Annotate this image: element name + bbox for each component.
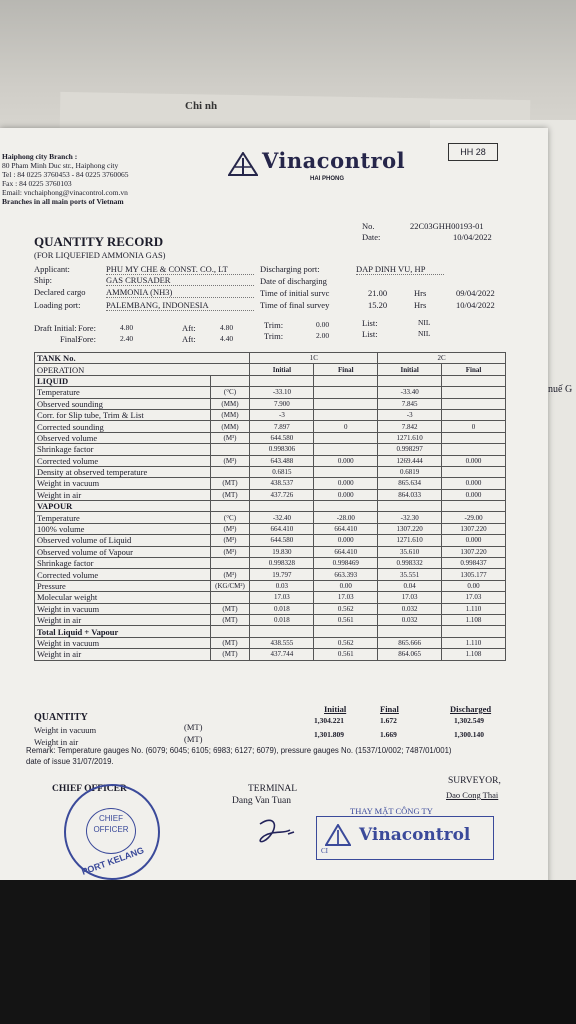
row-value: 7.842: [378, 421, 442, 432]
col-2c-initial: Initial: [378, 364, 442, 375]
tank-no-label: TANK No.: [35, 353, 250, 364]
row-value: 0.6815: [250, 466, 314, 477]
row-value: 7.845: [378, 398, 442, 409]
row-value: -3: [250, 409, 314, 420]
qty-air-final: 1.669: [380, 730, 397, 739]
row-value: 0.561: [314, 614, 378, 625]
row-value: 0.000: [442, 489, 506, 500]
row-value: 0.998328: [250, 558, 314, 569]
row-value: 1.110: [442, 637, 506, 648]
row-value: 1269.444: [378, 455, 442, 466]
row-value: 664.410: [314, 546, 378, 557]
draft-final-list-label: List:: [362, 329, 378, 339]
ship-stamp-center: CHIEF OFFICER: [86, 808, 136, 854]
row-value: -29.00: [442, 512, 506, 523]
row-label: Weight in air: [35, 649, 211, 660]
row-unit: [210, 558, 250, 569]
stamp-title: THAY MẶT CÔNG TY: [350, 806, 433, 816]
row-unit: [210, 466, 250, 477]
surveyor-label: SURVEYOR,: [448, 776, 501, 786]
row-unit: (M³): [210, 432, 250, 443]
row-value: 1.110: [442, 603, 506, 614]
row-unit: (MM): [210, 409, 250, 420]
row-value: [442, 375, 506, 386]
row-value: [250, 626, 314, 637]
form-code: HH 28: [448, 143, 498, 161]
vinacontrol-stamp: [316, 816, 494, 860]
row-value: 0.561: [314, 649, 378, 660]
date-discharging-label: Date of discharging: [260, 276, 327, 286]
row-value: [314, 626, 378, 637]
row-label: Temperature: [35, 387, 211, 398]
draft-final-list: NIL: [418, 329, 431, 338]
quantity-final-label: Final: [380, 704, 399, 714]
col-2c-final: Final: [442, 364, 506, 375]
row-value: 0.000: [442, 478, 506, 489]
row-value: [314, 444, 378, 455]
row-label: Corrected volume: [35, 569, 211, 580]
draft-final-trim-label: Trim:: [264, 331, 284, 341]
time-initial-date: 09/04/2022: [456, 288, 495, 298]
tank-2c: 2C: [378, 353, 506, 364]
row-value: 1307.220: [442, 523, 506, 534]
row-value: 437.726: [250, 489, 314, 500]
row-label: Pressure: [35, 580, 211, 591]
loading-port-label: Loading port:: [34, 300, 81, 310]
draft-initial-label: Draft Initial:: [34, 323, 77, 333]
row-label: Observed volume of Liquid: [35, 535, 211, 546]
quantity-initial-label: Initial: [324, 704, 347, 714]
table-row: [35, 603, 506, 614]
row-value: 0.00: [314, 580, 378, 591]
terminal-label: TERMINAL: [248, 784, 298, 794]
row-unit: (MT): [210, 603, 250, 614]
row-unit: (M³): [210, 569, 250, 580]
qty-vacuum-discharged: 1,302.549: [454, 716, 484, 725]
row-value: [442, 432, 506, 443]
row-value: [442, 501, 506, 512]
qty-air-discharged: 1,300.140: [454, 730, 484, 739]
row-value: [378, 501, 442, 512]
table-row: [35, 455, 506, 466]
applicant-label: Applicant:: [34, 264, 70, 274]
ship-stamp: [64, 784, 160, 880]
cargo-label: Declared cargo: [34, 287, 86, 297]
branch-branches: Branches in all main ports of Vietnam: [2, 197, 124, 206]
table-row: [35, 512, 506, 523]
table-row: [35, 375, 506, 386]
row-label: Molecular weight: [35, 592, 211, 603]
row-value: 35.610: [378, 546, 442, 557]
row-unit: (KG/CM²): [210, 580, 250, 591]
row-unit: (MT): [210, 478, 250, 489]
table-row: [35, 432, 506, 443]
draft-initial-trim-label: Trim:: [264, 320, 284, 330]
doc-date-label: Date:: [362, 232, 381, 242]
table-row: [35, 478, 506, 489]
draft-final-fore-label: Fore:: [78, 334, 96, 344]
row-value: 865.666: [378, 637, 442, 648]
row-unit: (M³): [210, 546, 250, 557]
table-row: [35, 626, 506, 637]
row-unit: [210, 501, 250, 512]
document-subtitle: (FOR LIQUEFIED AMMONIA GAS): [34, 250, 166, 260]
applicant-value: PHU MY CHE & CONST. CO., LT: [106, 264, 254, 275]
row-value: 0.000: [314, 455, 378, 466]
table-row: [35, 523, 506, 534]
doc-no-label: No.: [362, 221, 375, 231]
draft-initial-fore: 4.80: [120, 323, 134, 332]
remark-date: date of issue 31/07/2019.: [26, 757, 114, 766]
dark-corner: [430, 880, 576, 1024]
logo-subtext: HAI PHONG: [310, 176, 345, 182]
row-value: 643.488: [250, 455, 314, 466]
row-value: 0.018: [250, 614, 314, 625]
quantity-table: [34, 352, 506, 661]
row-value: 1.108: [442, 649, 506, 660]
branch-address: 80 Pham Minh Duc str., Haiphong city: [2, 161, 119, 170]
terminal-signature: [254, 812, 304, 848]
row-value: 1307.220: [442, 546, 506, 557]
row-value: 35.551: [378, 569, 442, 580]
doc-no: 22C03GHH00193-01: [410, 221, 484, 231]
row-value: [442, 409, 506, 420]
qty-air-label: Weight in air: [34, 737, 79, 747]
ship-label: Ship:: [34, 275, 52, 285]
doc-date: 10/04/2022: [453, 232, 492, 242]
row-value: 1271.610: [378, 535, 442, 546]
row-unit: (°C): [210, 387, 250, 398]
quantity-discharged-label: Discharged: [450, 704, 492, 714]
row-value: 17.03: [250, 592, 314, 603]
row-value: [314, 387, 378, 398]
row-unit: [210, 444, 250, 455]
row-value: 17.03: [442, 592, 506, 603]
qty-air-unit: (MT): [184, 734, 203, 744]
row-unit: (MM): [210, 398, 250, 409]
row-value: 438.537: [250, 478, 314, 489]
row-value: 0.998437: [442, 558, 506, 569]
row-value: 864.033: [378, 489, 442, 500]
row-unit: (MT): [210, 649, 250, 660]
row-value: 1271.610: [378, 432, 442, 443]
row-value: [442, 387, 506, 398]
draft-initial-trim: 0.00: [316, 320, 330, 329]
row-value: [314, 432, 378, 443]
row-value: [314, 398, 378, 409]
table-header-operation: [35, 364, 506, 375]
table-row: [35, 569, 506, 580]
table-row: [35, 387, 506, 398]
draft-final-aft: 4.40: [220, 334, 234, 343]
draft-final-label: Final:: [60, 334, 80, 344]
row-value: 0.032: [378, 603, 442, 614]
row-value: 865.634: [378, 478, 442, 489]
draft-initial-list-label: List:: [362, 318, 378, 328]
time-initial-label: Time of initial survc: [260, 288, 330, 298]
qty-air-initial: 1,301.809: [314, 730, 344, 739]
row-label: LIQUID: [35, 375, 211, 386]
row-value: 1.108: [442, 614, 506, 625]
row-value: 0: [314, 421, 378, 432]
ship-stamp-ring-text: PORT KELANG: [80, 845, 146, 877]
row-unit: [210, 592, 250, 603]
row-value: 1305.177: [442, 569, 506, 580]
time-final-unit: Hrs: [414, 300, 427, 310]
discharging-port-label: Discharging port:: [260, 264, 320, 274]
row-label: Observed sounding: [35, 398, 211, 409]
row-value: 0.562: [314, 637, 378, 648]
stamp-logo-text: Vinacontrol: [359, 825, 471, 845]
qty-vacuum-label: Weight in vacuum: [34, 725, 97, 735]
table-row: [35, 649, 506, 660]
table-row: [35, 489, 506, 500]
branch-email: Email: vnchaiphong@vinacontrol.com.vn: [2, 188, 128, 197]
row-value: 664.410: [314, 523, 378, 534]
stamp-ci: CI: [321, 847, 328, 855]
time-initial-value: 21.00: [368, 288, 388, 298]
row-label: Total Liquid + Vapour: [35, 626, 211, 637]
row-value: 0.998306: [250, 444, 314, 455]
row-value: 1307.220: [378, 523, 442, 534]
row-label: Observed volume: [35, 432, 211, 443]
row-label: Weight in air: [35, 489, 211, 500]
logo-text: Vinacontrol: [262, 148, 406, 173]
row-value: 0.000: [314, 489, 378, 500]
table-row: [35, 546, 506, 557]
time-final-value: 15.20: [368, 300, 388, 310]
row-unit: (MT): [210, 637, 250, 648]
row-value: [314, 501, 378, 512]
row-unit: (MT): [210, 614, 250, 625]
row-label: Corr. for Slip tube, Trim & List: [35, 409, 211, 420]
stamp-emblem-icon: [325, 824, 351, 846]
row-unit: [210, 375, 250, 386]
vinacontrol-logo: [228, 148, 405, 176]
row-value: -33.10: [250, 387, 314, 398]
row-unit: [210, 626, 250, 637]
row-unit: (M³): [210, 535, 250, 546]
qty-vacuum-unit: (MT): [184, 722, 203, 732]
table-row: [35, 558, 506, 569]
row-value: [314, 466, 378, 477]
row-value: 0: [442, 421, 506, 432]
row-label: Weight in air: [35, 614, 211, 625]
back-sheet-text: Chi nh: [185, 100, 218, 112]
ship-value: GAS CRUSADER: [106, 275, 254, 286]
row-value: 0.04: [378, 580, 442, 591]
row-value: [442, 466, 506, 477]
row-value: [378, 375, 442, 386]
surveyor-name: Dao Cong Thai: [446, 790, 499, 800]
table-row: [35, 614, 506, 625]
row-label: Weight in vacuum: [35, 637, 211, 648]
branch-tel: Tel : 84 0225 3760453 - 84 0225 3760065: [2, 170, 129, 179]
table-row: [35, 409, 506, 420]
table-row: [35, 580, 506, 591]
row-value: 0.000: [442, 535, 506, 546]
row-value: 0.00: [442, 580, 506, 591]
logo-emblem-icon: [228, 152, 258, 176]
chief-officer-label: CHIEF OFFICER: [52, 784, 127, 794]
row-value: 663.393: [314, 569, 378, 580]
quantity-label: QUANTITY: [34, 712, 88, 723]
tank-1c: 1C: [250, 353, 378, 364]
row-label: Weight in vacuum: [35, 478, 211, 489]
row-value: 0.018: [250, 603, 314, 614]
table-row: [35, 592, 506, 603]
row-value: 7.897: [250, 421, 314, 432]
draft-final-aft-label: Aft:: [182, 334, 196, 344]
terminal-name: Dang Van Tuan: [232, 796, 291, 806]
row-value: 17.03: [378, 592, 442, 603]
remark: Remark: Temperature gauges No. (6079; 6045; 6105; 6983; 6127; 6079), pressure gauges No. (1537/10/002; 7487/01/001): [26, 746, 452, 755]
table-row: [35, 535, 506, 546]
row-value: 664.410: [250, 523, 314, 534]
row-unit: (M³): [210, 455, 250, 466]
row-value: 0.000: [314, 478, 378, 489]
draft-final-fore: 2.40: [120, 334, 134, 343]
row-value: 864.065: [378, 649, 442, 660]
branch-name: Haiphong city Branch :: [2, 152, 78, 161]
row-value: 0.998332: [378, 558, 442, 569]
row-value: [378, 626, 442, 637]
row-value: [250, 501, 314, 512]
row-label: VAPOUR: [35, 501, 211, 512]
row-value: 0.032: [378, 614, 442, 625]
table-row: [35, 444, 506, 455]
draft-final-trim: 2.00: [316, 331, 330, 340]
row-value: 644.580: [250, 432, 314, 443]
row-value: [442, 444, 506, 455]
branch-fax: Fax : 84 0225 3760103: [2, 179, 72, 188]
document-title: QUANTITY RECORD: [34, 234, 164, 249]
qty-vacuum-initial: 1,304.221: [314, 716, 344, 725]
row-unit: (MT): [210, 489, 250, 500]
row-value: 0.998469: [314, 558, 378, 569]
row-value: 19.797: [250, 569, 314, 580]
row-value: 7.900: [250, 398, 314, 409]
row-value: 0.998297: [378, 444, 442, 455]
row-value: -28.00: [314, 512, 378, 523]
row-value: 17.03: [314, 592, 378, 603]
row-label: Shrinkage factor: [35, 558, 211, 569]
row-value: 644.580: [250, 535, 314, 546]
draft-initial-aft-label: Aft:: [182, 323, 196, 333]
table-row: [35, 398, 506, 409]
row-value: 0.562: [314, 603, 378, 614]
row-value: [314, 375, 378, 386]
draft-initial-fore-label: Fore:: [78, 323, 96, 333]
draft-initial-list: NIL: [418, 318, 431, 327]
row-value: -33.40: [378, 387, 442, 398]
table-row: [35, 421, 506, 432]
table-row: [35, 637, 506, 648]
row-value: -32.40: [250, 512, 314, 523]
row-unit: (°C): [210, 512, 250, 523]
loading-port-value: PALEMBANG, INDONESIA: [106, 300, 254, 311]
row-value: -3: [378, 409, 442, 420]
discharging-port-value: DAP DINH VU, HP: [356, 264, 444, 275]
draft-initial-aft: 4.80: [220, 323, 234, 332]
row-value: 0.6819: [378, 466, 442, 477]
row-value: [314, 409, 378, 420]
time-initial-unit: Hrs: [414, 288, 427, 298]
row-value: 0.000: [442, 455, 506, 466]
row-value: [250, 375, 314, 386]
row-unit: (M³): [210, 523, 250, 534]
row-value: [442, 626, 506, 637]
row-label: Corrected volume: [35, 455, 211, 466]
time-final-label: Time of final survey: [260, 300, 330, 310]
row-label: Observed volume of Vapour: [35, 546, 211, 557]
time-final-date: 10/04/2022: [456, 300, 495, 310]
row-label: 100% volume: [35, 523, 211, 534]
row-value: [442, 398, 506, 409]
row-label: Shrinkage factor: [35, 444, 211, 455]
side-note: nuế G: [548, 384, 573, 395]
col-1c-initial: Initial: [250, 364, 314, 375]
row-value: 437.744: [250, 649, 314, 660]
row-value: 438.555: [250, 637, 314, 648]
row-label: Weight in vacuum: [35, 603, 211, 614]
cargo-value: AMMONIA (NH3): [106, 287, 254, 298]
row-label: Density at observed temperature: [35, 466, 211, 477]
row-value: -32.30: [378, 512, 442, 523]
table-row: [35, 466, 506, 477]
row-value: 0.03: [250, 580, 314, 591]
qty-vacuum-final: 1.672: [380, 716, 397, 725]
col-1c-final: Final: [314, 364, 378, 375]
row-value: 0.000: [314, 535, 378, 546]
row-value: 19.830: [250, 546, 314, 557]
table-row: [35, 501, 506, 512]
table-header-tank: [35, 353, 506, 364]
row-label: Temperature: [35, 512, 211, 523]
row-unit: (MM): [210, 421, 250, 432]
row-label: Corrected sounding: [35, 421, 211, 432]
operation-label: OPERATION: [35, 364, 250, 375]
